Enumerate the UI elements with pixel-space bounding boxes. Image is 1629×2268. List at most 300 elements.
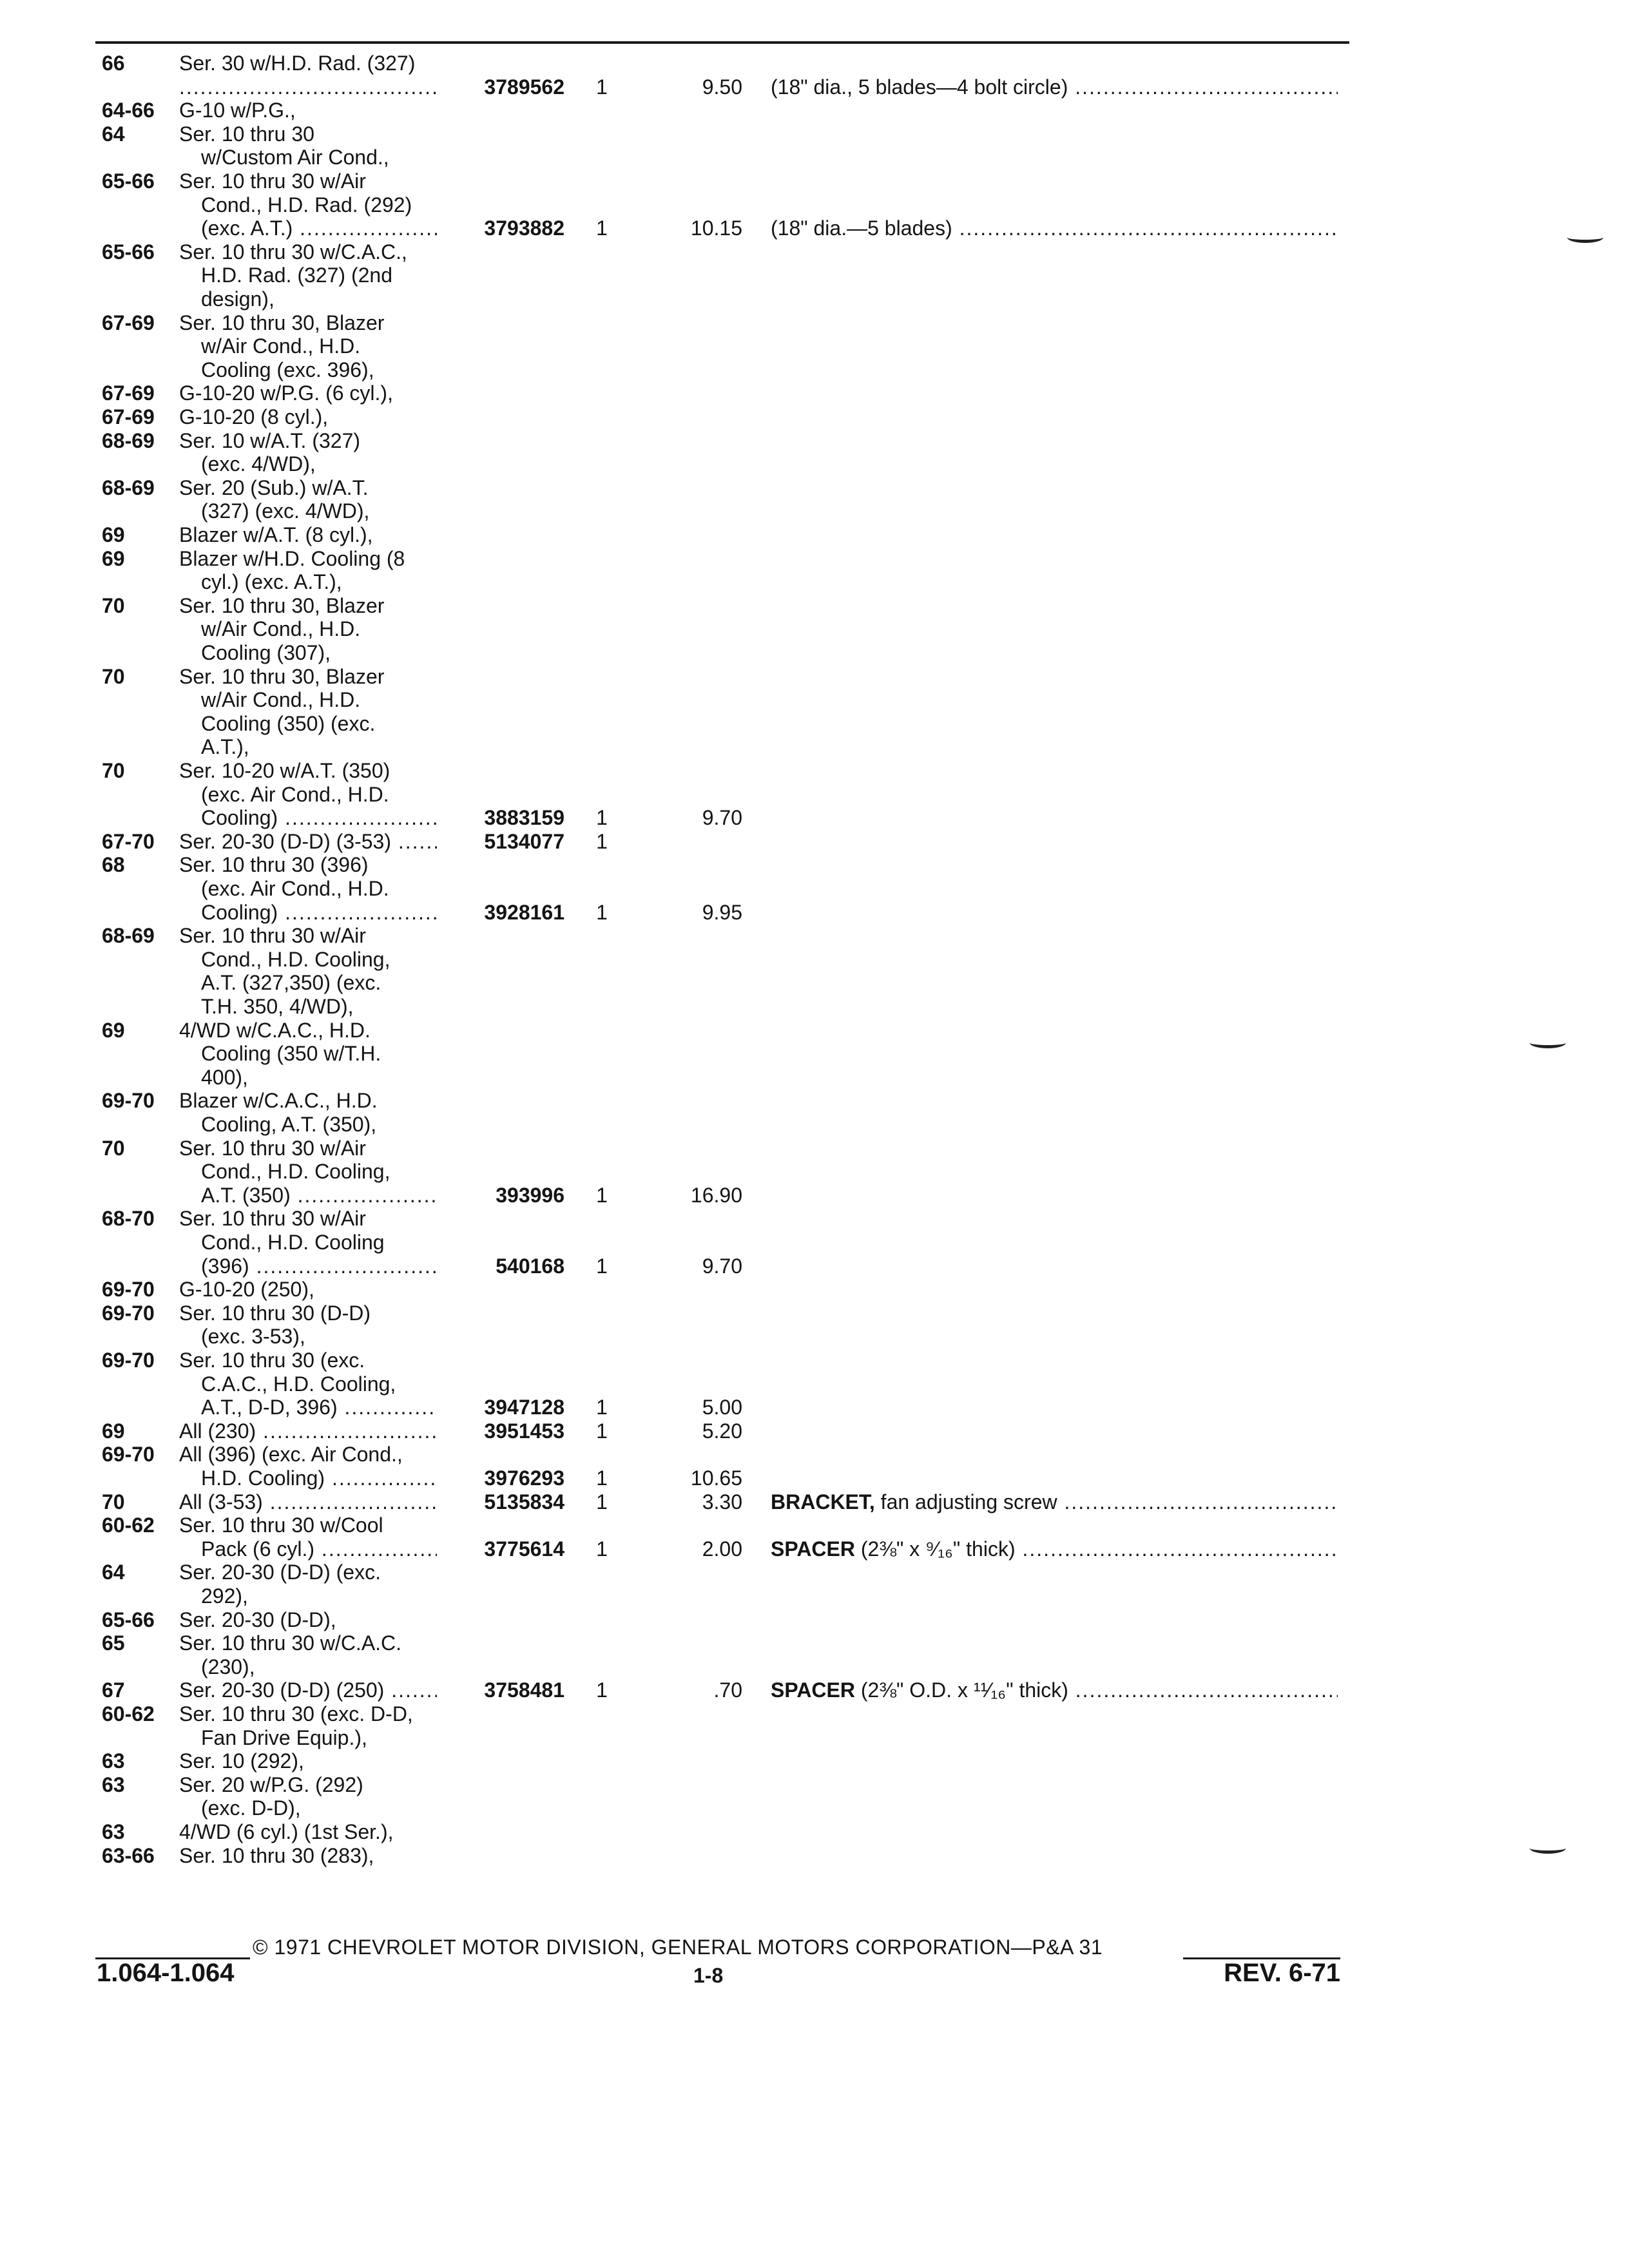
list-item	[0, 75, 1629, 99]
model-years: 68-69	[102, 476, 155, 499]
description-text: Ser. 10 thru 30, Blazer	[179, 664, 385, 688]
price: 9.70	[702, 1254, 742, 1278]
dot-leader	[278, 806, 437, 829]
list-item	[0, 1019, 1629, 1042]
dot-leader	[1068, 1678, 1338, 1702]
description-text: Ser. 10 thru 30 (exc.	[179, 1349, 365, 1372]
list-item	[0, 1349, 1629, 1372]
list-item	[0, 1066, 1629, 1089]
application-description	[179, 901, 437, 924]
part-name	[771, 1678, 1338, 1702]
application-description	[179, 287, 275, 311]
list-item	[0, 1773, 1629, 1796]
application-description	[179, 240, 407, 264]
list-item	[0, 948, 1629, 971]
description-text: Ser. 20-30 (D-D),	[179, 1608, 336, 1631]
dot-leader	[256, 1419, 437, 1443]
list-item	[0, 617, 1629, 640]
list-item	[0, 1514, 1629, 1537]
dot-leader	[278, 901, 437, 924]
top-rule	[95, 41, 1349, 44]
description-text: 4/WD w/C.A.C., H.D.	[179, 1018, 371, 1042]
description-text: Ser. 10 (292),	[179, 1749, 304, 1773]
model-years: 64-66	[102, 99, 155, 122]
price: 9.50	[702, 75, 742, 99]
dot-leader	[314, 1537, 437, 1561]
list-item	[0, 712, 1629, 735]
list-item	[0, 901, 1629, 924]
application-description	[179, 452, 316, 476]
list-item	[0, 1113, 1629, 1136]
description-text: w/Custom Air Cond.,	[201, 146, 389, 169]
model-years: 66	[102, 52, 125, 75]
application-description	[179, 169, 366, 193]
description-text: Ser. 20 (Sub.) w/A.T.	[179, 476, 369, 499]
list-item	[0, 99, 1629, 122]
description-text: 4/WD (6 cyl.) (1st Ser.),	[179, 1820, 394, 1843]
model-years: 67-70	[102, 829, 155, 853]
list-item	[0, 1796, 1629, 1820]
price: 10.15	[690, 216, 742, 240]
part-number: 3793882	[484, 216, 564, 240]
application-description	[179, 499, 369, 523]
application-description	[179, 193, 412, 216]
price: 5.00	[702, 1396, 742, 1419]
application-description	[179, 1608, 336, 1631]
revision-label: REV. 6-71	[1224, 1959, 1340, 1987]
description-text: Cond., H.D. Cooling	[201, 1231, 385, 1254]
quantity: 1	[596, 1537, 608, 1561]
description-text: Cooling)	[201, 900, 278, 924]
description-text: Ser. 10 w/A.T. (327)	[179, 428, 361, 452]
description-text: Ser. 10 thru 30 w/Air	[179, 169, 366, 193]
description-text: Ser. 10-20 w/A.T. (350)	[179, 759, 390, 782]
application-description	[179, 216, 437, 240]
list-item	[0, 1207, 1629, 1230]
part-number: 3789562	[484, 75, 564, 99]
part-name	[771, 1537, 1338, 1561]
description-text: G-10-20 (8 cyl.),	[179, 405, 329, 428]
model-years: 65-66	[102, 240, 155, 264]
application-description	[179, 523, 373, 546]
model-years: 67-69	[102, 405, 155, 428]
application-description	[179, 1726, 367, 1749]
model-years: 63-66	[102, 1843, 155, 1867]
list-item	[0, 405, 1629, 428]
dot-leader	[391, 830, 437, 853]
application-description	[179, 1749, 304, 1773]
list-item	[0, 52, 1629, 75]
list-item	[0, 1396, 1629, 1419]
application-description	[179, 594, 384, 617]
application-description	[179, 1325, 305, 1348]
part-number: 540168	[496, 1254, 564, 1278]
list-item	[0, 169, 1629, 193]
description-text: (exc. Air Cond., H.D.	[201, 782, 389, 806]
application-description	[179, 1019, 371, 1042]
description-text: G-10-20 w/P.G. (6 cyl.),	[179, 381, 393, 405]
list-item	[0, 381, 1629, 405]
list-item	[0, 759, 1629, 782]
list-item	[0, 1655, 1629, 1678]
price: 10.65	[690, 1466, 742, 1490]
application-description	[179, 759, 390, 782]
list-item	[0, 1419, 1629, 1443]
application-description	[179, 1466, 437, 1490]
price: 3.30	[702, 1490, 742, 1514]
description-text: Cooling (350 w/T.H.	[201, 1042, 381, 1066]
list-item	[0, 1749, 1629, 1773]
model-years: 65-66	[102, 1608, 155, 1631]
dot-leader	[293, 216, 437, 240]
application-description	[179, 570, 342, 593]
quantity: 1	[596, 1396, 608, 1419]
model-years: 67	[102, 1678, 125, 1702]
description-text: Cond., H.D. Cooling,	[201, 947, 390, 971]
list-item	[0, 1678, 1629, 1702]
description-text: design),	[201, 287, 275, 311]
application-description	[179, 1820, 393, 1843]
application-description	[179, 617, 360, 640]
description-text: Ser. 10 thru 30 (D-D)	[179, 1301, 371, 1325]
quantity: 1	[596, 1183, 608, 1207]
list-item	[0, 594, 1629, 617]
application-description	[179, 1396, 437, 1419]
dot-leader	[1057, 1490, 1338, 1514]
description-text: (exc. A.T.)	[201, 216, 293, 240]
list-item	[0, 735, 1629, 758]
model-years: 63	[102, 1773, 125, 1796]
list-item	[0, 1726, 1629, 1749]
list-item	[0, 1537, 1629, 1561]
price: 9.70	[702, 806, 742, 830]
part-name-text: (2⅜" x ⁹⁄₁₆" thick)	[854, 1537, 1016, 1561]
description-text: (exc. D-D),	[201, 1796, 301, 1820]
model-years: 63	[102, 1820, 125, 1843]
description-text: 292),	[201, 1584, 248, 1608]
application-description	[179, 1278, 314, 1301]
model-years: 65-66	[102, 169, 155, 193]
application-description	[179, 1844, 374, 1867]
description-text: Ser. 10 thru 30 w/Cool	[179, 1514, 383, 1537]
part-number: 393996	[496, 1183, 564, 1207]
description-text: Ser. 20-30 (D-D) (exc.	[179, 1561, 381, 1584]
application-description	[179, 1773, 363, 1796]
description-text: (396)	[201, 1254, 249, 1278]
model-years: 69-70	[102, 1089, 155, 1113]
description-text: C.A.C., H.D. Cooling,	[201, 1372, 396, 1396]
list-item	[0, 1372, 1629, 1396]
list-item	[0, 1608, 1629, 1631]
application-description	[179, 783, 389, 806]
scan-mark	[1530, 1037, 1566, 1048]
description-text: Ser. 10 thru 30 w/Air	[179, 1207, 366, 1231]
description-text: w/Air Cond., H.D.	[201, 688, 361, 712]
model-years: 70	[102, 1136, 125, 1160]
application-description	[179, 1137, 366, 1160]
part-number: 3883159	[484, 806, 564, 830]
list-item	[0, 1160, 1629, 1183]
application-description	[179, 99, 296, 122]
part-name-text: (18" dia., 5 blades—4 bolt circle)	[771, 75, 1068, 99]
model-years: 69	[102, 523, 125, 546]
description-text: (327) (exc. 4/WD),	[201, 499, 370, 523]
application-description	[179, 547, 405, 570]
application-description	[179, 1796, 301, 1820]
list-item	[0, 830, 1629, 853]
application-description	[179, 1655, 255, 1678]
part-name-text: (18" dia.—5 blades)	[771, 216, 952, 240]
part-name-text: (2⅜" O.D. x ¹¹⁄₁₆" thick)	[854, 1678, 1068, 1702]
quantity: 1	[596, 1466, 608, 1490]
list-item	[0, 1466, 1629, 1490]
model-years: 69-70	[102, 1443, 155, 1466]
dot-leader	[325, 1466, 437, 1490]
description-text: G-10 w/P.G.,	[179, 99, 296, 122]
description-text: 400),	[201, 1065, 248, 1089]
list-item	[0, 358, 1629, 381]
list-item	[0, 1561, 1629, 1584]
list-item	[0, 311, 1629, 334]
part-number: 3947128	[484, 1396, 564, 1419]
application-description	[179, 877, 389, 900]
part-name-bold: SPACER	[771, 1678, 855, 1702]
application-description	[179, 1254, 437, 1278]
application-description	[179, 1678, 437, 1702]
description-text: (exc. Air Cond., H.D.	[201, 877, 389, 900]
application-description	[179, 1372, 396, 1396]
description-text: H.D. Rad. (327) (2nd	[201, 264, 393, 287]
list-item	[0, 1137, 1629, 1160]
scan-mark	[1567, 232, 1603, 243]
page-number: 1-8	[693, 1964, 724, 1987]
scan-mark	[1530, 1843, 1566, 1854]
application-description	[179, 1231, 385, 1254]
list-item	[0, 1302, 1629, 1325]
description-text: (230),	[201, 1655, 255, 1678]
list-item	[0, 499, 1629, 523]
quantity: 1	[596, 900, 608, 924]
description-text: G-10-20 (250),	[179, 1278, 314, 1302]
application-description	[179, 264, 392, 287]
description-text: Ser. 20-30 (D-D) (3-53)	[179, 829, 391, 853]
application-description	[179, 1302, 371, 1325]
application-description	[179, 924, 366, 947]
description-text: Fan Drive Equip.),	[201, 1725, 367, 1749]
application-description	[179, 1184, 437, 1207]
application-description	[179, 853, 369, 876]
description-text: Ser. 10 thru 30, Blazer	[179, 311, 385, 334]
list-item	[0, 429, 1629, 452]
part-name	[771, 216, 1338, 240]
quantity: 1	[596, 1490, 608, 1514]
description-text: Ser. 10 thru 30 w/C.A.C.	[179, 1631, 402, 1655]
list-item	[0, 287, 1629, 311]
description-text: Ser. 10 thru 30	[179, 122, 314, 146]
price: 9.95	[702, 900, 742, 924]
model-years: 64	[102, 1561, 125, 1584]
dot-leader	[249, 1254, 437, 1278]
dot-leader	[291, 1184, 437, 1207]
list-item	[0, 1325, 1629, 1348]
description-text: Cooling)	[201, 806, 278, 830]
application-description	[179, 1042, 381, 1065]
page-code: 1.064-1.064	[97, 1959, 235, 1987]
description-text: All (396) (exc. Air Cond.,	[179, 1443, 403, 1466]
model-years: 68	[102, 853, 125, 877]
list-item	[0, 877, 1629, 900]
part-name-text: fan adjusting screw	[874, 1490, 1057, 1514]
application-description	[179, 1160, 390, 1183]
application-description	[179, 665, 384, 688]
list-item	[0, 1443, 1629, 1466]
application-description	[179, 1207, 366, 1230]
description-text: T.H. 350, 4/WD),	[201, 995, 354, 1018]
model-years: 67-69	[102, 311, 155, 334]
description-text: H.D. Cooling)	[201, 1466, 325, 1490]
description-text: All (3-53)	[179, 1490, 263, 1514]
quantity: 1	[596, 829, 608, 853]
application-description	[179, 641, 331, 664]
list-item	[0, 806, 1629, 829]
application-description	[179, 1514, 383, 1537]
list-item	[0, 523, 1629, 546]
application-description	[179, 1443, 403, 1466]
description-text: Cooling (exc. 396),	[201, 358, 374, 381]
model-years: 68-69	[102, 924, 155, 948]
model-years: 69-70	[102, 1278, 155, 1302]
list-item	[0, 216, 1629, 240]
description-text: Blazer w/H.D. Cooling (8	[179, 546, 405, 570]
list-item	[0, 193, 1629, 216]
description-text: A.T. (327,350) (exc.	[201, 971, 381, 995]
application-description	[179, 1490, 437, 1514]
application-description	[179, 1419, 437, 1443]
list-item	[0, 1702, 1629, 1725]
application-description	[179, 146, 389, 169]
application-description	[179, 52, 415, 75]
list-item	[0, 853, 1629, 876]
application-description	[179, 358, 374, 381]
application-description	[179, 1349, 365, 1372]
price: 5.20	[702, 1419, 742, 1443]
application-description	[179, 1702, 413, 1725]
application-description	[179, 1089, 378, 1112]
description-text: All (230)	[179, 1419, 256, 1443]
model-years: 69-70	[102, 1301, 155, 1325]
model-years: 64	[102, 122, 125, 146]
list-item	[0, 452, 1629, 476]
description-text: w/Air Cond., H.D.	[201, 334, 361, 358]
list-item	[0, 1231, 1629, 1254]
list-item	[0, 641, 1629, 664]
description-text: Cooling, A.T. (350),	[201, 1113, 377, 1136]
quantity: 1	[596, 806, 608, 830]
part-name	[771, 75, 1338, 99]
list-item	[0, 240, 1629, 264]
application-description	[179, 334, 360, 358]
quantity: 1	[596, 1254, 608, 1278]
list-item	[0, 1490, 1629, 1514]
model-years: 68-69	[102, 428, 155, 452]
model-years: 60-62	[102, 1702, 155, 1725]
list-item	[0, 1584, 1629, 1608]
application-description	[179, 122, 314, 146]
application-description	[179, 735, 249, 758]
model-years: 70	[102, 759, 125, 782]
list-item	[0, 1184, 1629, 1207]
list-item	[0, 334, 1629, 358]
list-item	[0, 995, 1629, 1018]
dot-leader	[263, 1490, 437, 1514]
price: 2.00	[702, 1537, 742, 1561]
dot-leader	[179, 75, 437, 99]
part-name-bold: BRACKET,	[771, 1490, 875, 1514]
application-description	[179, 806, 437, 829]
part-number: 3775614	[484, 1537, 564, 1561]
model-years: 68-70	[102, 1207, 155, 1231]
list-item	[0, 783, 1629, 806]
model-years: 60-62	[102, 1514, 155, 1537]
application-description	[179, 948, 390, 971]
description-text: Cond., H.D. Rad. (292)	[201, 193, 412, 216]
price: 16.90	[690, 1183, 742, 1207]
model-years: 65	[102, 1631, 125, 1655]
description-text: Blazer w/A.T. (8 cyl.),	[179, 523, 373, 546]
description-text: Ser. 10 thru 30 (exc. D-D,	[179, 1702, 413, 1725]
description-text: A.T.),	[201, 735, 249, 759]
description-text: (exc. 3-53),	[201, 1325, 305, 1349]
list-item	[0, 1089, 1629, 1112]
part-name-bold: SPACER	[771, 1537, 855, 1561]
list-item	[0, 264, 1629, 287]
list-item	[0, 476, 1629, 499]
application-description	[179, 995, 354, 1018]
application-description	[179, 830, 437, 853]
list-item	[0, 1042, 1629, 1065]
list-item	[0, 1278, 1629, 1301]
list-item	[0, 547, 1629, 570]
application-description	[179, 75, 437, 99]
list-item	[0, 1631, 1629, 1655]
price: .70	[713, 1678, 742, 1702]
list-item	[0, 1844, 1629, 1867]
application-description	[179, 405, 328, 428]
application-description	[179, 1537, 437, 1561]
description-text: Ser. 20-30 (D-D) (250)	[179, 1678, 385, 1702]
list-item	[0, 688, 1629, 711]
description-text: Blazer w/C.A.C., H.D.	[179, 1089, 378, 1113]
list-item	[0, 924, 1629, 947]
description-text: Ser. 10 thru 30 w/Air	[179, 1136, 366, 1160]
description-text: w/Air Cond., H.D.	[201, 617, 361, 641]
dot-leader	[338, 1396, 437, 1419]
description-text: Ser. 10 thru 30 (396)	[179, 853, 369, 877]
description-text: A.T., D-D, 396)	[201, 1396, 338, 1419]
model-years: 70	[102, 1490, 125, 1514]
description-text: Ser. 20 w/P.G. (292)	[179, 1773, 363, 1796]
list-item	[0, 971, 1629, 994]
copyright-notice: © 1971 CHEVROLET MOTOR DIVISION, GENERAL MOTORS CORPORATION—P&A 31	[253, 1936, 1103, 1959]
description-text: Ser. 10 thru 30 w/C.A.C.,	[179, 240, 407, 264]
application-description	[179, 381, 393, 405]
part-number: 3928161	[484, 900, 564, 924]
list-item	[0, 1254, 1629, 1278]
dot-leader	[384, 1678, 437, 1702]
application-description	[179, 1066, 248, 1089]
model-years: 69	[102, 546, 125, 570]
description-text: Cooling (307),	[201, 641, 331, 664]
